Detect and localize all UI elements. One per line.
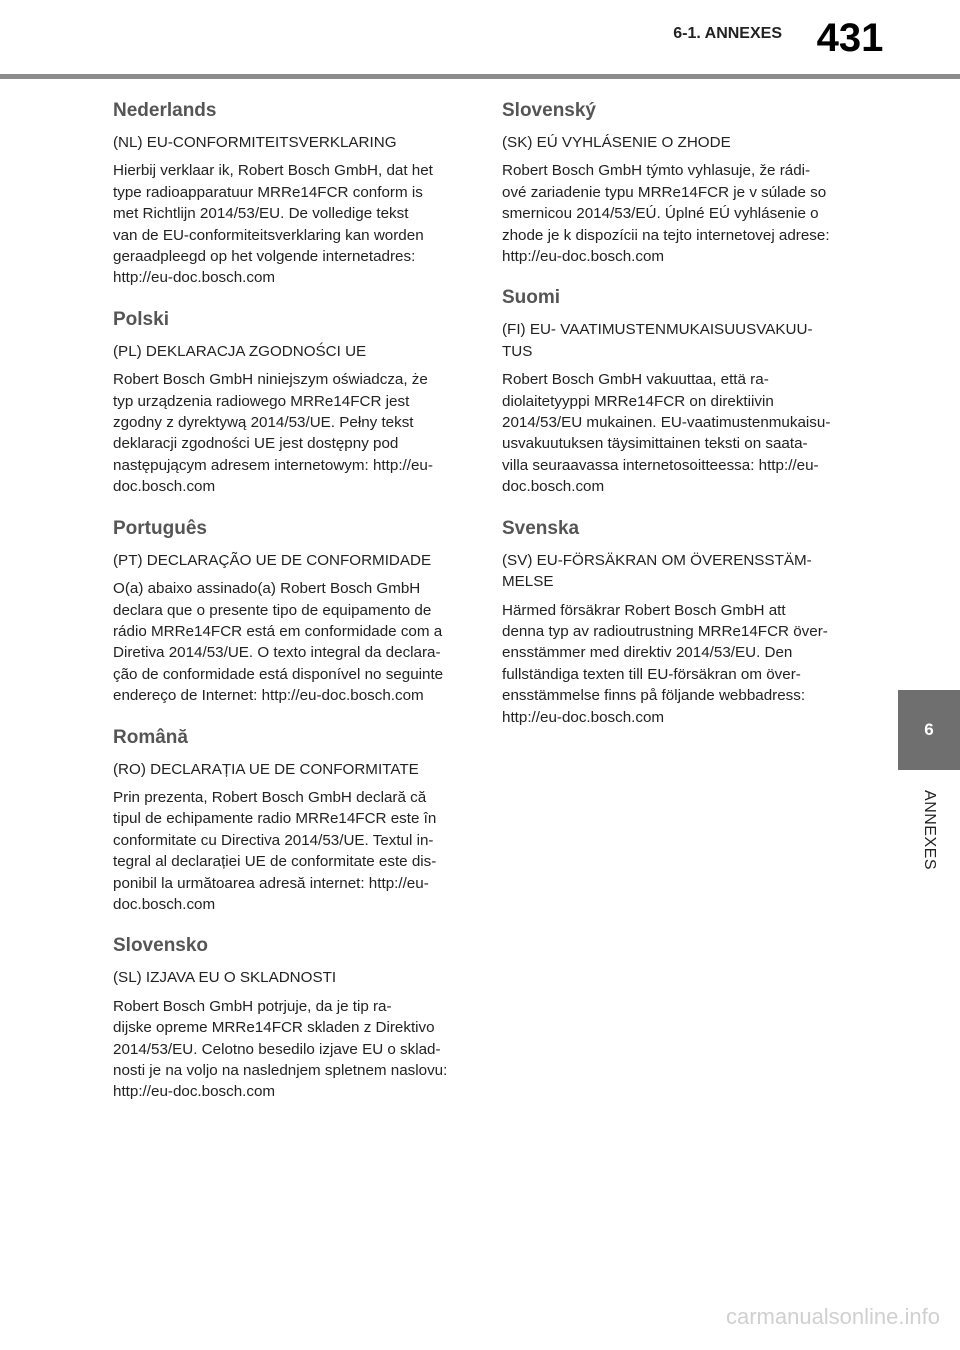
language-title: Polski — [113, 308, 169, 330]
body-line: diolaitetyyppi MRRe14FCR on direktiivin — [502, 392, 774, 410]
language-title: Português — [113, 517, 207, 539]
declaration-heading: (PL) DEKLARACJA ZGODNOŚCI UE — [113, 342, 367, 360]
language-section — [113, 307, 465, 498]
declaration-body — [113, 996, 465, 1103]
chapter-label-text: ANNEXES — [921, 790, 938, 870]
body-line: 2014/53/EU. Celotno besedilo izjave EU o sklad- — [113, 1040, 441, 1058]
language-title: Slovenský — [502, 100, 596, 121]
body-line: ensstämmelse finns på följande webbadress: — [502, 687, 806, 705]
body-line: Diretiva 2014/53/UE. O texto integral da declara- — [113, 644, 441, 662]
language-section — [113, 516, 465, 707]
body-line: Prin prezenta, Robert Bosch GmbH declară că — [113, 788, 427, 806]
body-line: Hierbij verklaar ik, Robert Bosch GmbH, dat het — [113, 162, 433, 180]
left-column — [113, 98, 465, 1238]
language-title: Nederlands — [113, 100, 217, 121]
body-line: doc.bosch.com — [113, 895, 216, 913]
body-line: ponibil la următoarea adresă internet: http://eu- — [113, 874, 429, 892]
body-line: doc.bosch.com — [113, 478, 216, 496]
body-line: Robert Bosch GmbH potrjuje, da je tip ra- — [113, 997, 392, 1015]
declaration-heading: (SL) IZJAVA EU O SKLADNOSTI — [113, 969, 337, 987]
body-line: http://eu-doc.bosch.com — [502, 708, 665, 726]
body-line: van de EU-conformiteitsverklaring kan worden — [113, 226, 424, 244]
language-title: Suomi — [502, 287, 561, 309]
body-line: Robert Bosch GmbH týmto vyhlasuje, že rádi- — [502, 162, 811, 180]
body-line: ové zariadenie typu MRRe14FCR je v súlade so — [502, 183, 827, 201]
body-line: usvakuutuksen täysimittainen teksti on saata- — [502, 435, 808, 453]
declaration-heading: (RO) DECLARAȚIA UE DE CONFORMITATE — [113, 760, 419, 778]
body-line: fullständiga texten till EU-försäkran om över- — [502, 665, 801, 683]
body-line: O(a) abaixo assinado(a) Robert Bosch GmbH — [113, 580, 421, 598]
body-line: declara que o presente tipo de equipamento de — [113, 601, 432, 619]
body-line: rádio MRRe14FCR está em conformidade com a — [113, 622, 443, 640]
body-line: http://eu-doc.bosch.com — [113, 269, 276, 287]
language-section — [113, 725, 465, 916]
declaration-body — [113, 578, 465, 706]
declaration-body — [113, 369, 465, 497]
header-divider — [0, 74, 960, 79]
declaration-body — [502, 369, 854, 497]
body-line: conformitate cu Directiva 2014/53/UE. Textul in- — [113, 831, 434, 849]
chapter-label — [898, 782, 960, 878]
body-line: ção de conformidade está disponível no seguinte — [113, 665, 444, 683]
page-number: 431 — [816, 16, 884, 60]
body-line: http://eu-doc.bosch.com — [113, 1083, 276, 1101]
body-line: zgodny z dyrektywą 2014/53/UE. Pełny tekst — [113, 414, 414, 432]
language-section — [502, 285, 854, 497]
body-line: deklaracji zgodności UE jest dostępny pod — [113, 435, 399, 453]
body-line: type radioapparatuur MRRe14FCR conform is — [113, 183, 423, 201]
declaration-heading: (FI) EU- VAATIMUSTENMUKAISUUSVAKUU- TUS — [502, 321, 813, 360]
language-title: Slovensko — [113, 935, 209, 957]
body-line: 2014/53/EU mukainen. EU-vaatimustenmukaisu- — [502, 414, 831, 432]
body-line: tegral al declarației UE de conformitate este dis- — [113, 853, 437, 871]
declaration-heading: (NL) EU-CONFORMITEITSVERKLARING — [113, 134, 397, 151]
body-line: typ urządzenia radiowego MRRe14FCR jest — [113, 392, 410, 410]
watermark: carmanualsonline.info — [725, 1304, 940, 1329]
section-title: 6-1. ANNEXES — [673, 25, 782, 42]
body-line: następującym adresem internetowym: http://eu- — [113, 456, 433, 474]
body-line: zhode je k dispozícii na tejto internetovej adrese: — [502, 226, 830, 244]
language-title: Română — [113, 726, 188, 748]
body-line: Robert Bosch GmbH niniejszym oświadcza, że — [113, 371, 428, 389]
right-column — [502, 98, 854, 1238]
body-line: dijske opreme MRRe14FCR skladen z Direktivo — [113, 1019, 435, 1037]
body-line: geraadpleegd op het volgende internetadres: — [113, 248, 416, 266]
declaration-body — [502, 160, 854, 267]
body-line: http://eu-doc.bosch.com — [502, 248, 665, 266]
language-title: Svenska — [502, 517, 580, 539]
body-line: tipul de echipamente radio MRRe14FCR este în — [113, 810, 437, 828]
body-line: villa seuraavassa internetosoitteessa: http://eu- — [502, 456, 819, 474]
body-line: met Richtlijn 2014/53/EU. De volledige tekst — [113, 205, 409, 223]
body-line: denna typ av radioutrustning MRRe14FCR över- — [502, 622, 828, 640]
language-section — [502, 98, 854, 267]
body-line: doc.bosch.com — [502, 478, 605, 496]
declaration-body — [113, 160, 465, 288]
language-section — [113, 98, 465, 289]
declaration-heading: (PT) DECLARAÇÃO UE DE CONFORMIDADE — [113, 551, 432, 569]
declaration-body — [502, 600, 854, 728]
body-line: endereço de Internet: http://eu-doc.bosch.com — [113, 687, 424, 705]
language-section — [113, 933, 465, 1102]
body-line: smernicou 2014/53/EÚ. Úplné EÚ vyhlásenie o — [502, 205, 819, 223]
body-line: Härmed försäkrar Robert Bosch GmbH att — [502, 601, 786, 619]
page-header — [0, 0, 960, 80]
body-line: nosti je na voljo na naslednjem spletnem naslovu: — [113, 1062, 448, 1079]
declaration-body — [113, 787, 465, 915]
body-line: ensstämmer med direktiv 2014/53/EU. Den — [502, 644, 793, 662]
chapter-tab[interactable]: 6 — [898, 690, 960, 770]
declaration-heading: (SV) EU-FÖRSÄKRAN OM ÖVERENSSTÄM- MELSE — [502, 551, 812, 591]
body-line: Robert Bosch GmbH vakuuttaa, että ra- — [502, 371, 769, 389]
declaration-heading: (SK) EÚ VYHLÁSENIE O ZHODE — [502, 134, 731, 151]
language-section — [502, 516, 854, 728]
